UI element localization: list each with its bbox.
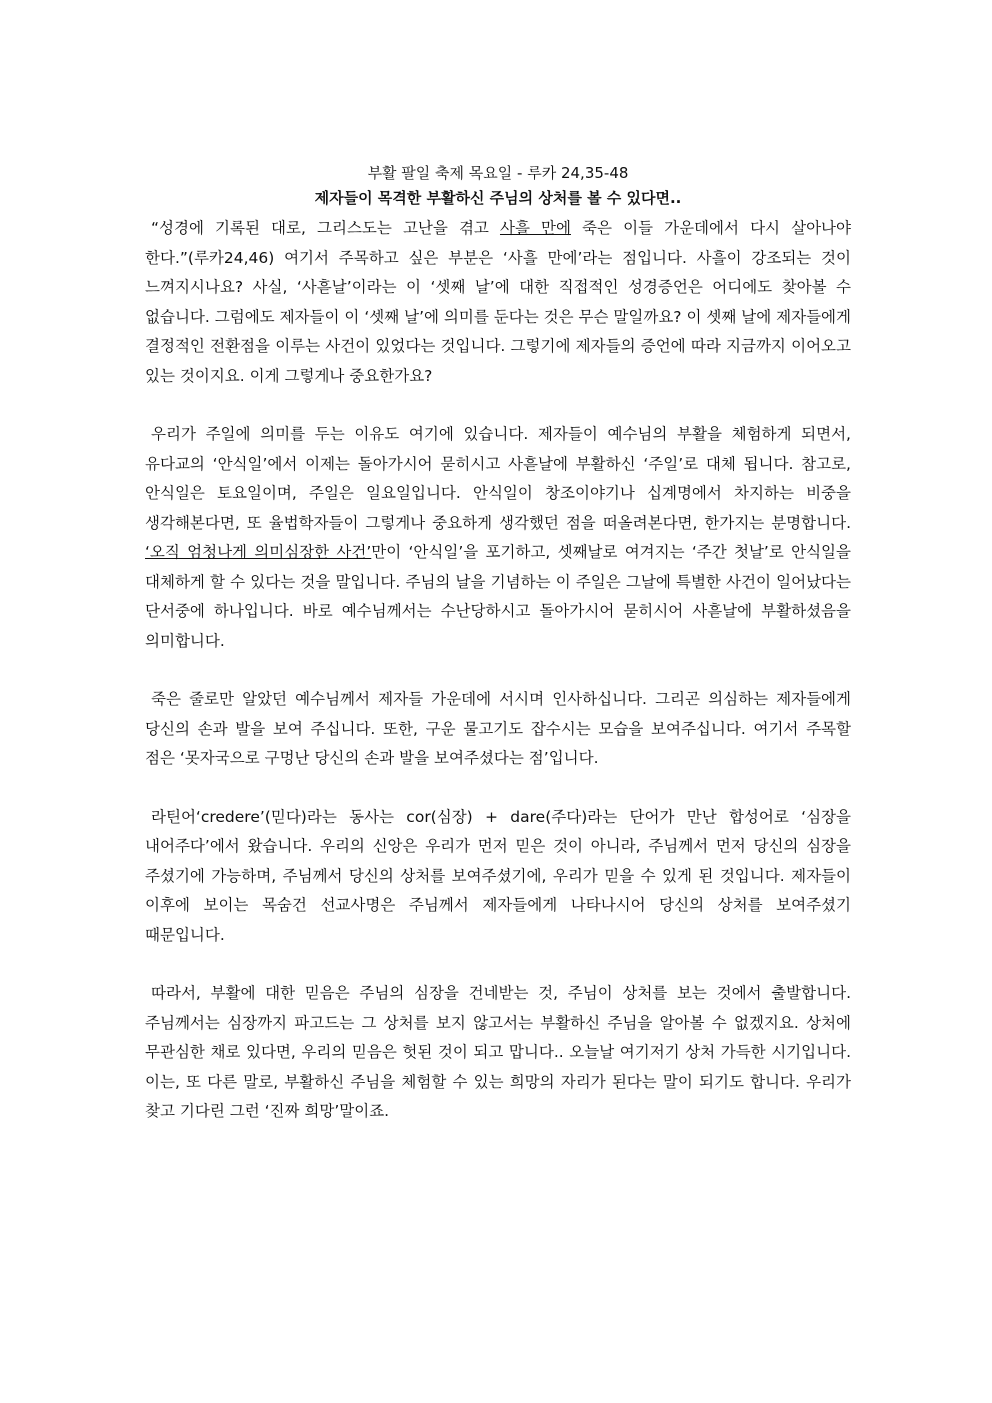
paragraph-4: 라틴어‘credere’(믿다)라는 동사는 cor(심장) + dare(주다)라는 단어가 만난 합성어로 ‘심장을 내어주다’에서 왔습니다. 우리의 신앙은 우리가 먼저 믿은 것이 아니라, 주님께서 먼저 당신의 심장을 주셨기에 가능하며, 주님께서 당신의 상처를 보여주셨기에, 우리가 믿을 수 있게 된 것입니다. 제자들이 이후에 보이는 목숨건 선교사명은 주님께서 제자들에게 나타나시어 당신의 상처를 보여주셨기 때문입니다.: [145, 807, 851, 944]
paragraph-gap: [145, 950, 851, 979]
paragraph-2: [145, 420, 851, 656]
paragraph-2-text-a: 우리가 주일에 의미를 두는 이유도 여기에 있습니다. 제자들이 예수님의 부활을 체험하게 되면서, 유다교의 ‘안식일’에서 이제는 돌아가시어 묻히시고 사흗날에 부활하신 ‘주일’로 대체 됩니다. 참고로, 안식일은 토요일이며, 주일은 일요일입니다. 안식일이 창조이야기나 십계명에서 차지하는 비중을 생각해본다면, 또 율법학자들이 그렇게나 중요하게 생각했던 점을 떠올려본다면, 한가지는 분명합니다.: [145, 425, 851, 532]
paragraph-gap: [145, 656, 851, 685]
paragraph-2-text-b: 만이 ‘안식일’을 포기하고, 셋째날로 여겨지는 ‘주간 첫날’로 안식일을 대체하게 할 수 있다는 것을 말입니다. 주님의 날을 기념하는 이 주일은 그날에 특별한 사건이 일어났다는 단서중에 하나입니다. 바로 예수님께서는 수난당하시고 돌아가시어 묻히시어 사흗날에 부활하셨음을 의미합니다.: [145, 543, 851, 650]
paragraph-2-underlined: ‘오직 엄청나게 의미심장한 사건’: [145, 543, 372, 561]
paragraph-gap: [145, 774, 851, 803]
paragraph-1-text-a: “성경에 기록된 대로, 그리스도는 고난을 겪고: [151, 219, 500, 237]
paragraph-gap: [145, 391, 851, 420]
document-subtitle: 부활 팔일 축제 목요일 - 루카 24,35-48: [367, 164, 629, 182]
paragraph-1-underlined: 사흘 만에: [499, 219, 571, 237]
paragraph-5: 따라서, 부활에 대한 믿음은 주님의 심장을 건네받는 것, 주님이 상처를 보는 것에서 출발합니다. 주님께서는 심장까지 파고드는 그 상처를 보지 않고서는 부활하신 주님을 알아볼 수 없겠지요. 상처에 무관심한 채로 있다면, 우리의 믿음은 헛된 것이 되고 맙니다.. 오늘날 여기저기 상처 가득한 시기입니다. 이는, 또 다른 말로, 부활하신 주님을 체험할 수 있는 희망의 자리가 된다는 말이 되기도 합니다. 우리가 찾고 기다린 그런 ‘진짜 희망’말이죠.: [145, 984, 851, 1120]
paragraph-1: [145, 214, 851, 391]
document-page: [145, 160, 851, 1127]
paragraph-3: 죽은 줄로만 알았던 예수님께서 제자들 가운데에 서시며 인사하십니다. 그리곤 의심하는 제자들에게 당신의 손과 발을 보여 주십니다. 또한, 구운 물고기도 잡수시는 모습을 보여주십니다. 여기서 주목할 점은 ‘못자국으로 구멍난 당신의 손과 발을 보여주셨다는 점’입니다.: [145, 690, 851, 767]
paragraph-1-text-b: 죽은 이들 가운데에서 다시 살아나야 한다.”(루카24,46) 여기서 주목하고 싶은 부분은 ‘사흘 만에’라는 점입니다. 사흘이 강조되는 것이 느껴지시나요? 사실, ‘사흗날’이라는 이 ‘셋째 날’에 대한 직접적인 성경증언은 어디에도 찾아볼 수 없습니다. 그럼에도 제자들이 이 ‘셋째 날’에 의미를 둔다는 것은 무슨 말일까요? 이 셋째 날에 제자들에게 결정적인 전환점을 이루는 사건이 있었다는 것입니다. 그렇기에 제자들의 증언에 따라 지금까지 이어오고 있는 것이지요. 이게 그렇게나 중요한가요?: [145, 219, 851, 385]
document-title: 제자들이 목격한 부활하신 주님의 상처를 볼 수 있다면..: [314, 189, 682, 207]
